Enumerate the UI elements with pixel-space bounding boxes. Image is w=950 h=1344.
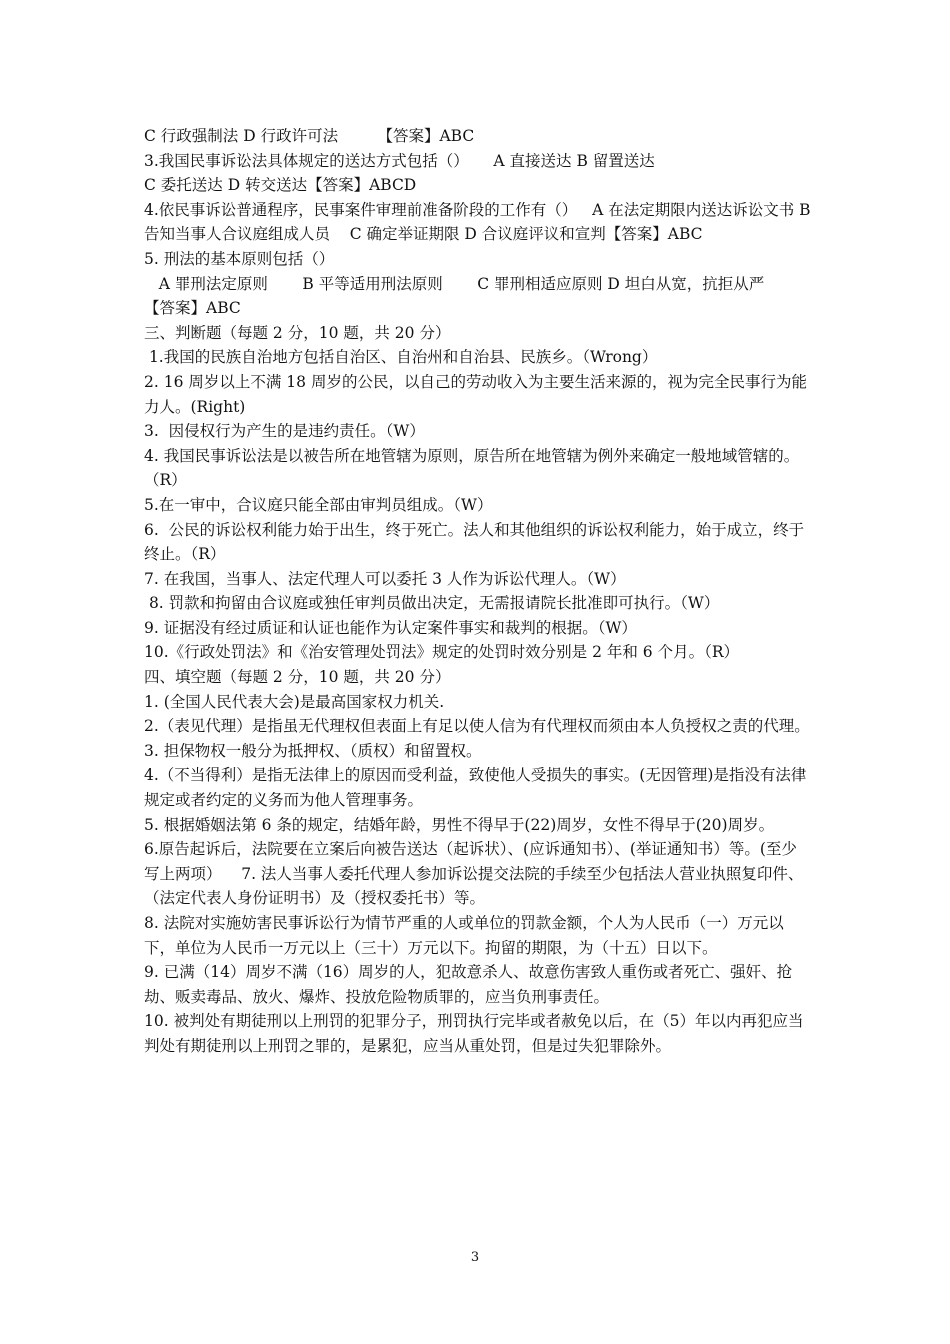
section-heading: 三、判断题（每题 2 分，10 题，共 20 分） <box>144 323 451 342</box>
text-line: C 行政强制法 D 行政许可法 【答案】ABC <box>144 127 475 145</box>
text-line: 9. 已满（14）周岁不满（16）周岁的人，犯故意杀人、故意伤害致人重伤或者死亡、强奸、抢劫、贩卖毒品、放火、爆炸、投放危险物质罪的，应当负刑事责任。 <box>144 963 793 1006</box>
text-line: 6. 公民的诉讼权利能力始于出生，终于死亡。法人和其他组织的诉讼权利能力，始于成立，终于终止。（R） <box>144 520 805 564</box>
text-line: 5. 根据婚姻法第 6 条的规定，结婚年龄，男性不得早于(22)周岁，女性不得早于(20)周岁。 <box>144 815 775 834</box>
text-line: 8. 罚款和拘留由合议庭或独任审判员做出决定，无需报请院长批准即可执行。（W） <box>144 594 720 613</box>
page-number: 3 <box>470 1250 480 1265</box>
text-line: 5.在一审中，合议庭只能全部由审判员组成。（W） <box>144 495 493 514</box>
section-heading: 四、填空题（每题 2 分，10 题，共 20 分） <box>144 668 451 687</box>
text-line: 6.原告起诉后，法院要在立案后向被告送达（起诉状）、(应诉通知书）、(举证通知书）等。(至少写上两项） 7. 法人当事人委托代理人参加诉讼提交法院的手续至少包括法人营业执照复印件、（法定代表人身份证明书）及（授权委托书）等。 <box>144 840 804 908</box>
text-line: A 罪刑法定原则 B 平等适用刑法原则 C 罪刑相适应原则 D 坦白从宽，抗拒从严 <box>144 274 765 293</box>
text-line: 4. 我国民事诉讼法是以被告所在地管辖为原则，原告所在地管辖为例外来确定一般地域管辖的。（R） <box>144 446 800 490</box>
text-line: 7. 在我国，当事人、法定代理人可以委托 3 人作为诉讼代理人。（W） <box>144 569 626 588</box>
text-line: 2.（表见代理）是指虽无代理权但表面上有足以使人信为有代理权而须由本人负授权之责的代理。 <box>144 717 810 736</box>
text-line: 5. 刑法的基本原则包括（） <box>144 249 335 268</box>
text-line: 1.我国的民族自治地方包括自治区、自治州和自治县、民族乡。（Wrong） <box>144 348 658 367</box>
text-line: 8. 法院对实施妨害民事诉讼行为情节严重的人或单位的罚款金额，个人为人民币（一）万元以下，单位为人民币一万元以上（三十）万元以下。拘留的期限，为（十五）日以下。 <box>144 914 784 957</box>
text-line: 4.依民事诉讼普通程序，民事案件审理前准备阶段的工作有（） A 在法定期限内送达诉讼文书 B 告知当事人合议庭组成人员 C 确定举证期限 D 合议庭评议和宣判【答案】ABC <box>144 200 816 244</box>
text-line: 2. 16 周岁以上不满 18 周岁的公民，以自己的劳动收入为主要生活来源的，视为完全民事行为能力人。(Right) <box>144 372 807 416</box>
text-line: C 委托送达 D 转交送达【答案】ABCD <box>144 176 417 195</box>
text-line: 3. 因侵权行为产生的是违约责任。（W） <box>144 422 425 441</box>
text-line: 3.我国民事诉讼法具体规定的送达方式包括（） A 直接送达 B 留置送达 <box>144 151 655 170</box>
document-body <box>144 124 816 1059</box>
text-line: 10.《行政处罚法》和《治安管理处罚法》规定的处罚时效分别是 2 年和 6 个月。（R） <box>144 643 740 662</box>
text-line: 4.（不当得利）是指无法律上的原因而受利益，致使他人受损失的事实。(无因管理)是指没有法律规定或者约定的义务而为他人管理事务。 <box>144 766 807 810</box>
text-line: 3. 担保物权一般分为抵押权、（质权）和留置权。 <box>144 741 482 760</box>
text-line: 1. (全国人民代表大会)是最高国家权力机关. <box>144 692 445 711</box>
text-line: 【答案】ABC <box>144 299 241 318</box>
text-line: 9. 证据没有经过质证和认证也能作为认定案件事实和裁判的根据。（W） <box>144 618 637 637</box>
text-line: 10. 被判处有期徒刑以上刑罚的犯罪分子，刑罚执行完毕或者赦免以后，在（5）年以内再犯应当判处有期徒刑以上刑罚之罪的，是累犯，应当从重处罚，但是过失犯罪除外。 <box>144 1012 804 1055</box>
